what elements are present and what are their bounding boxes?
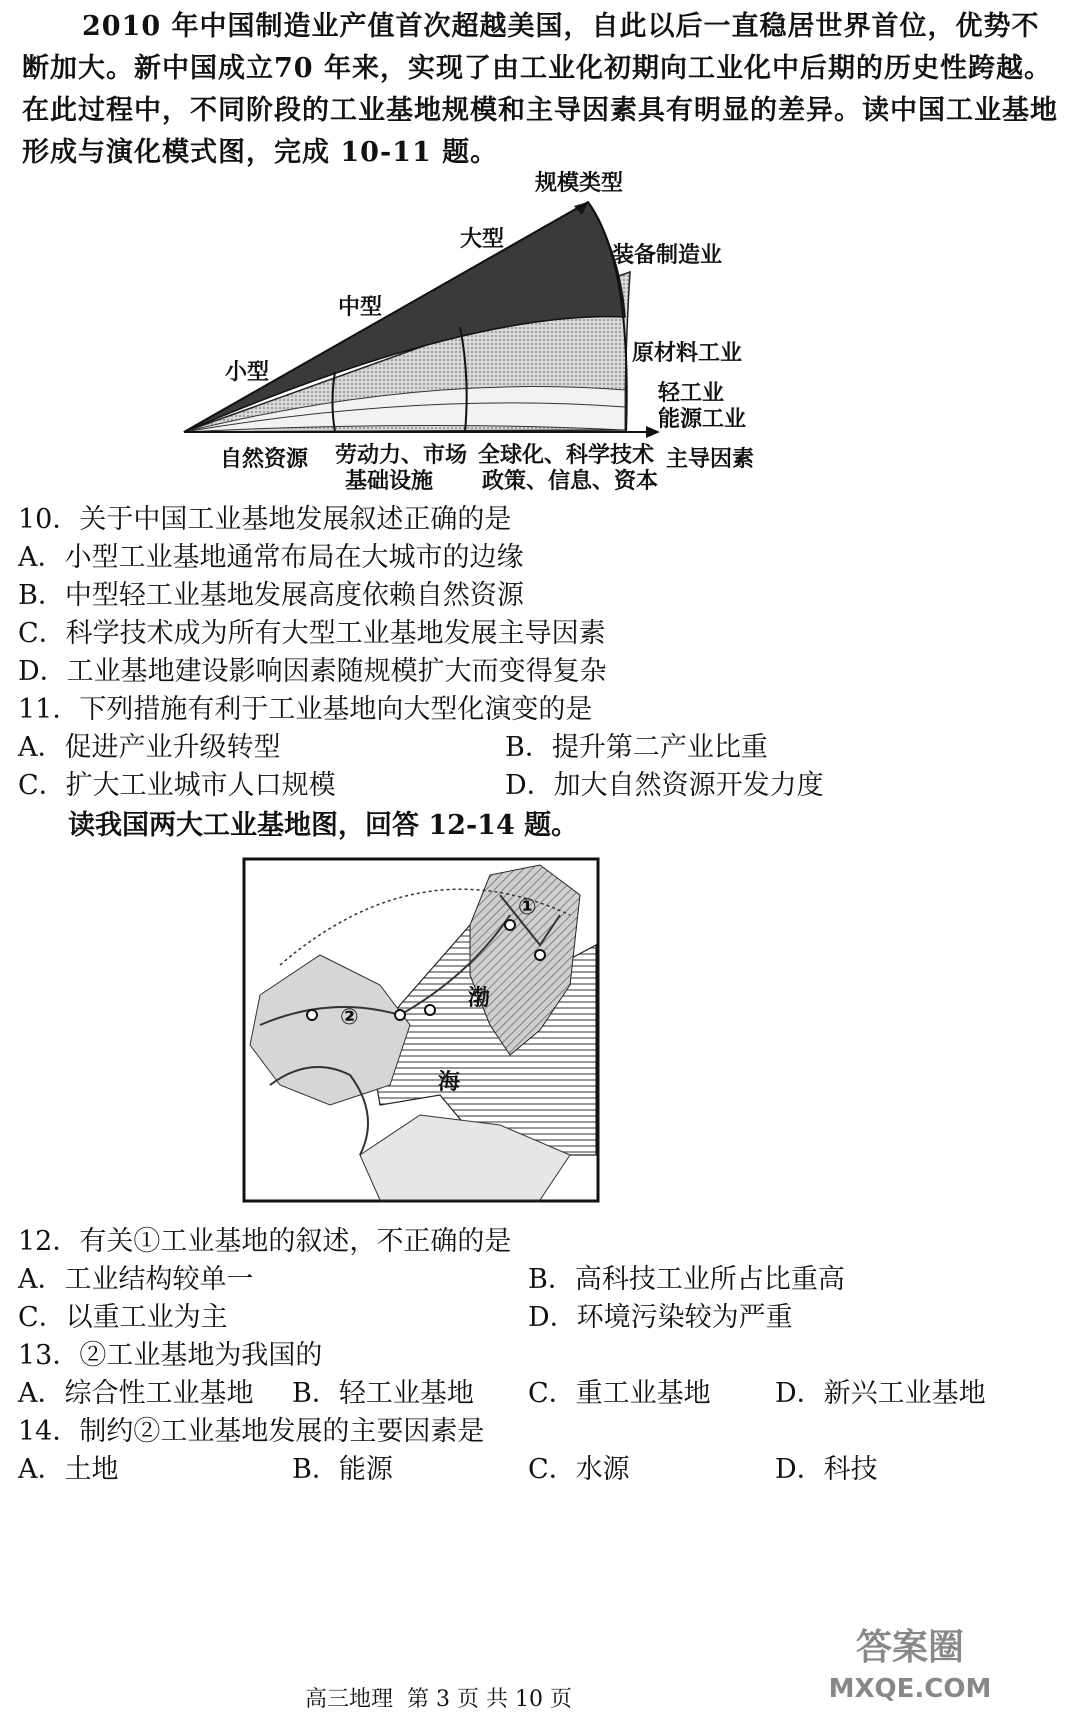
- q12-stem: 12．有关①工业基地的叙述，不正确的是: [18, 1226, 512, 1257]
- q11-option-d: D．加大自然资源开发力度: [505, 770, 824, 801]
- industrial-base-map: [240, 855, 602, 1205]
- industrial-base-model-diagram: [170, 162, 770, 492]
- map-label-base-1: ①: [518, 895, 537, 920]
- q13-stem: 13．②工业基地为我国的: [18, 1340, 323, 1371]
- factor-infrastructure: 基础设施: [345, 469, 434, 494]
- map-label-sea-hai: 海: [438, 1070, 461, 1095]
- q10-option-c: C．科学技术成为所有大型工业基地发展主导因素: [18, 618, 606, 649]
- q11-option-a: A．促进产业升级转型: [18, 732, 281, 763]
- q14-option-c: C．水源: [528, 1454, 630, 1485]
- q13-option-b: B．轻工业基地: [292, 1378, 474, 1409]
- watermark-title: 答案圈: [855, 1627, 964, 1668]
- q11-option-b: B．提升第二产业比重: [505, 732, 768, 763]
- q12-option-c: C．以重工业为主: [18, 1302, 228, 1333]
- q10-option-b: B．中型轻工业基地发展高度依赖自然资源: [18, 580, 524, 611]
- q11-option-c: C．扩大工业城市人口规模: [18, 770, 336, 801]
- q13-option-c: C．重工业基地: [528, 1378, 711, 1409]
- watermark-logo: [820, 1625, 1000, 1725]
- q12-option-a: A．工业结构较单一: [18, 1264, 254, 1295]
- size-small-label: 小型: [225, 360, 270, 385]
- q12-option-d: D．环境污染较为严重: [528, 1302, 793, 1333]
- q14-option-b: B．能源: [292, 1454, 393, 1485]
- q12-option-b: B．高科技工业所占比重高: [528, 1264, 845, 1295]
- q13-option-d: D．新兴工业基地: [775, 1378, 986, 1409]
- map-intro: 读我国两大工业基地图，回答 12-14 题。: [68, 810, 579, 841]
- map-label-sea-bo: 渤: [468, 986, 491, 1011]
- size-medium-label: 中型: [338, 295, 383, 320]
- industry-light-label: 轻工业: [658, 381, 725, 406]
- map-graphic: [240, 855, 602, 1205]
- q14-option-d: D．科技: [775, 1454, 878, 1485]
- q11-stem: 11．下列措施有利于工业基地向大型化演变的是: [18, 694, 593, 725]
- map-label-base-2: ②: [340, 1005, 359, 1030]
- q14-option-a: A．土地: [18, 1454, 119, 1485]
- industry-energy-label: 能源工业: [658, 407, 747, 432]
- q10-option-d: D．工业基地建设影响因素随规模扩大而变得复杂: [18, 656, 607, 687]
- size-large-label: 大型: [460, 227, 505, 252]
- q10-option-a: A．小型工业基地通常布局在大城市的边缘: [18, 542, 524, 573]
- page-footer: 高三地理 第 3 页 共 10 页: [305, 1687, 572, 1712]
- industry-equipment-label: 装备制造业: [612, 243, 723, 268]
- factor-natural-resources: 自然资源: [220, 447, 309, 472]
- factor-labor-market: 劳动力、市场: [335, 443, 468, 468]
- q14-stem: 14．制约②工业基地发展的主要因素是: [18, 1416, 485, 1447]
- intro-paragraph: 2010 年中国制造业产值首次超越美国，自此以后一直稳居世界首位，优势不断加大。新中国成立70 年来，实现了由工业化初期向工业化中后期的历史性跨越。在此过程中，不同阶段的工业基地规模和主导因素具有明显的差异。读中国工业基地形成与演化模式图，完成 10-11 题。: [22, 11, 1058, 168]
- y-axis-label: 规模类型: [535, 171, 624, 196]
- factor-globalization-tech: 全球化、科学技术: [478, 443, 655, 468]
- watermark-url: MXQE.COM: [828, 1674, 992, 1704]
- q10-stem: 10．关于中国工业基地发展叙述正确的是: [18, 504, 512, 535]
- industry-raw-material-label: 原材料工业: [632, 341, 743, 366]
- q13-option-a: A．综合性工业基地: [18, 1378, 254, 1409]
- factor-policy-info-capital: 政策、信息、资本: [482, 469, 659, 494]
- x-axis-label: 主导因素: [666, 447, 755, 472]
